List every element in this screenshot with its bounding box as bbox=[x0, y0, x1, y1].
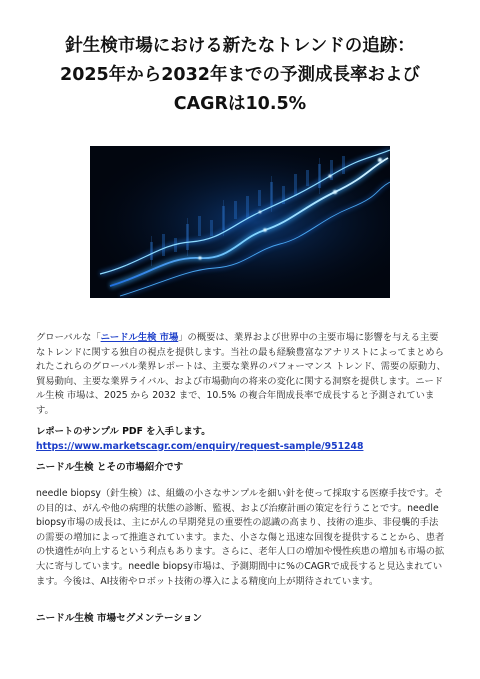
section-body-intro: needle biopsy（針生検）は、組織の小さなサンプルを細い針を使って採取する医療手技です。その目的は、がんや他の病理的状態の診断、監視、および治療計画の策定を行うことです。needle biopsy市場の成長は、主にがんの早期発見の重要性の認識の高まり、技術の進歩、非侵襲的手法の需要の増加によって推進されています。また、小さな傷と迅速な回復を提供することから、患者の快適性が向上するという利点もあります。さらに、老年人口の増加や慢性疾患の増加も市場の拡大に寄与しています。needle biopsy市場は、予測期間中に%のCAGRで成長すると見込まれています。今後は、AI技術やロボット技術の導入による精度向上が期待されています。 bbox=[36, 488, 445, 587]
title-line-2: 2025年から2032年までの予測成長率および bbox=[60, 65, 420, 85]
sample-url-link[interactable]: https://www.marketscagr.com/enquiry/request-sample/951248 bbox=[36, 440, 364, 452]
intro-suffix: 」の概要は、業界および世界中の主要市場に影響を与える主要なトレンドに関する独自の視点を提供します。当社の最も経験豊富なアナリストによってまとめられたこれらのグローバル業界レポートは、主要な業界のパフォーマンス トレンド、需要の原動力、貿易動向、主要な業界ライバル、および市場動向の将来の変化に関する洞察を提供します。ニードル生検 市場は、2025 から 2032 まで、10.5% の複合年間成長率で成長すると予測されています。 bbox=[36, 332, 446, 416]
hero-image-art bbox=[90, 146, 390, 298]
intro-paragraph bbox=[36, 331, 446, 419]
market-link[interactable]: ニードル生検 市場 bbox=[100, 332, 179, 343]
title-line-3: CAGRは10.5% bbox=[173, 94, 307, 114]
section-heading-intro: ニードル生検 とその市場紹介です bbox=[36, 462, 184, 473]
sample-label: レポートのサンプル PDF を入手します。 bbox=[36, 426, 211, 437]
sample-request-paragraph bbox=[36, 425, 446, 454]
hero-image-growth-chart bbox=[90, 146, 390, 298]
section-heading-segmentation: ニードル生検 市場セグメンテーション bbox=[36, 613, 202, 624]
title-line-1: 針生検市場における新たなトレンドの追跡： bbox=[65, 36, 415, 56]
intro-prefix: グローバルな「 bbox=[36, 332, 101, 343]
document-title bbox=[40, 32, 440, 119]
